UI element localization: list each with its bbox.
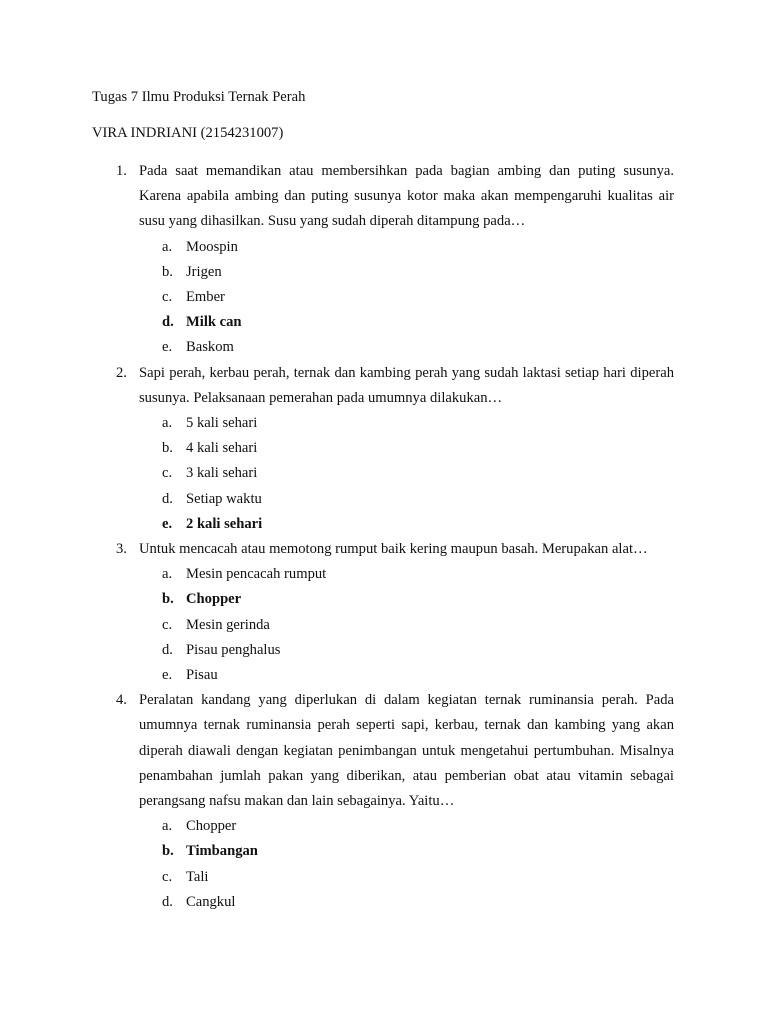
option-item xyxy=(139,335,674,360)
option-item xyxy=(139,663,674,688)
question-text: Sapi perah, kerbau perah, ternak dan kambing perah yang sudah laktasi setiap hari diperah susunya. Pelaksanaan pemerahan pada umumnya dilakukan… xyxy=(139,364,674,406)
option-text: 2 kali sehari xyxy=(186,515,263,532)
option-text: Timbangan xyxy=(186,843,258,860)
question-3 xyxy=(92,537,674,688)
question-number: 3. xyxy=(116,541,127,558)
option-item xyxy=(139,310,674,335)
option-text: Cangkul xyxy=(186,893,236,910)
option-text: Moospin xyxy=(186,238,238,255)
option-item xyxy=(139,411,674,436)
option-text: Mesin gerinda xyxy=(186,616,270,633)
question-text: Peralatan kandang yang diperlukan di dalam kegiatan ternak ruminansia perah. Pada umumnya ternak ruminansia perah seperti sapi, kerbau, ternak dan kambing yang akan diperah diawali dengan kegiatan penimbangan untuk mengetahui pertumbuhan. Misalnya penambahan jumlah pakan yang diberikan, atau pemberian obat atau vitamin sebagai perangsang nafsu makan dan lain sebagainya. Yaitu… xyxy=(139,692,674,810)
option-letter: a. xyxy=(162,566,173,583)
question-2 xyxy=(92,361,674,537)
option-text: Setiap waktu xyxy=(186,490,262,507)
option-letter: b. xyxy=(162,591,174,608)
option-letter: a. xyxy=(162,238,173,255)
question-number: 1. xyxy=(116,163,127,179)
option-letter: c. xyxy=(162,616,173,633)
option-item xyxy=(139,512,674,537)
option-item xyxy=(139,814,674,839)
option-list xyxy=(139,562,674,688)
option-letter: e. xyxy=(162,667,173,684)
option-letter: d. xyxy=(162,490,173,507)
author-line: VIRA INDRIANI (2154231007) xyxy=(92,125,284,141)
option-item xyxy=(139,436,674,461)
question-number: 2. xyxy=(116,364,127,381)
option-letter: b. xyxy=(162,263,173,280)
question-4 xyxy=(92,688,674,915)
option-text: 5 kali sehari xyxy=(186,415,258,432)
option-text: Baskom xyxy=(186,339,234,356)
option-list xyxy=(139,814,674,915)
option-item xyxy=(139,461,674,486)
option-item xyxy=(139,839,674,864)
option-letter: c. xyxy=(162,465,173,482)
option-item xyxy=(139,562,674,587)
option-text: Pisau penghalus xyxy=(186,641,281,658)
option-text: Pisau xyxy=(186,667,218,684)
option-item xyxy=(139,638,674,663)
option-item xyxy=(139,235,674,260)
option-letter: a. xyxy=(162,415,173,432)
question-number: 4. xyxy=(116,692,127,709)
option-letter: c. xyxy=(162,289,173,306)
question-text: Untuk mencacah atau memotong rumput baik kering maupun basah. Merupakan alat… xyxy=(139,541,648,558)
option-item xyxy=(139,260,674,285)
option-text: Tali xyxy=(186,868,209,885)
option-letter: d. xyxy=(162,893,173,910)
option-text: Jrigen xyxy=(186,263,222,280)
option-text: Chopper xyxy=(186,591,242,608)
option-letter: e. xyxy=(162,515,173,532)
question-text: Pada saat memandikan atau membersihkan pada bagian ambing dan puting susunya. Karena apabila ambing dan puting susunya kotor maka akan mempengaruhi kualitas air susu yang dihasilkan. Susu yang sudah diperah ditampung pada… xyxy=(139,163,674,230)
question-1 xyxy=(92,159,674,361)
option-item xyxy=(139,890,674,915)
option-text: Ember xyxy=(186,289,225,306)
option-item xyxy=(139,285,674,310)
option-list xyxy=(139,411,674,537)
option-item xyxy=(139,487,674,512)
question-list xyxy=(92,159,674,915)
option-list xyxy=(139,235,674,361)
option-text: Mesin pencacah rumput xyxy=(186,566,327,583)
option-item xyxy=(139,587,674,612)
option-letter: b. xyxy=(162,843,174,860)
option-item xyxy=(139,613,674,638)
option-text: Milk can xyxy=(186,314,242,331)
option-letter: a. xyxy=(162,818,173,835)
option-text: Chopper xyxy=(186,818,237,835)
option-text: 4 kali sehari xyxy=(186,440,258,457)
option-letter: d. xyxy=(162,314,174,331)
option-item xyxy=(139,865,674,890)
option-letter: c. xyxy=(162,868,173,885)
option-letter: d. xyxy=(162,641,173,658)
option-letter: e. xyxy=(162,339,173,356)
document-title: Tugas 7 Ilmu Produksi Ternak Perah xyxy=(92,89,306,105)
option-letter: b. xyxy=(162,440,173,457)
option-text: 3 kali sehari xyxy=(186,465,258,482)
